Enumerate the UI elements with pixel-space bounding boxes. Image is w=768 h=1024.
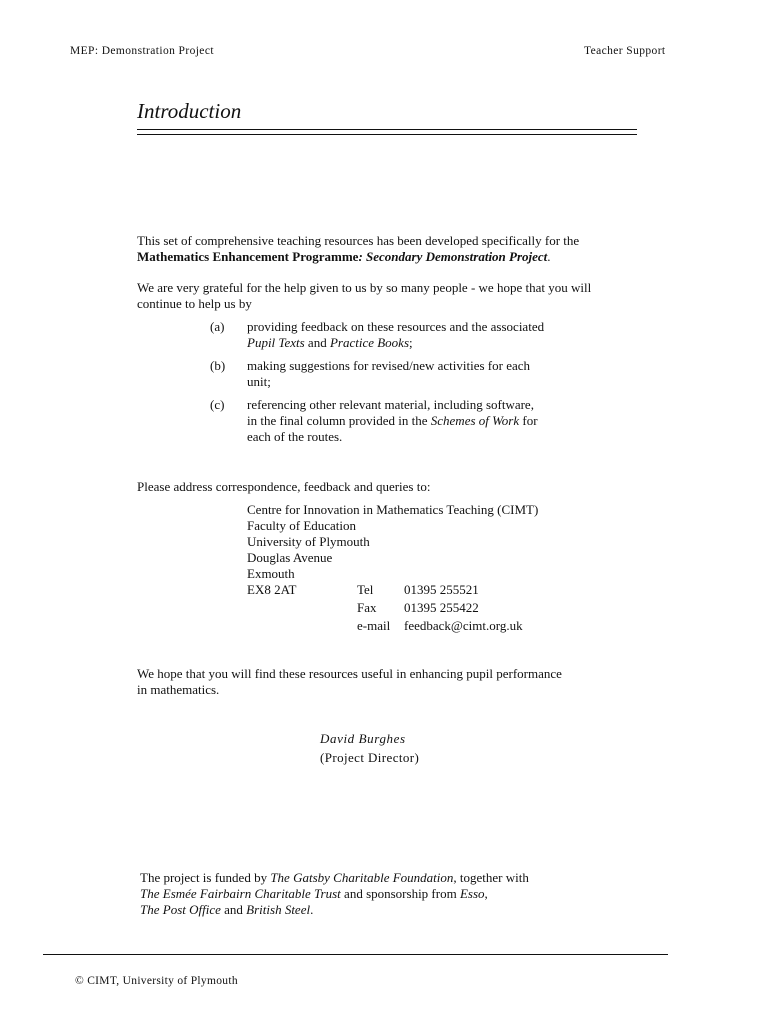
email-label: e-mail [357, 618, 391, 633]
fax-value: 01395 255422 [404, 600, 479, 615]
british-steel: British Steel [246, 902, 311, 917]
address-line: Exmouth [247, 566, 295, 581]
address-block [247, 502, 538, 598]
esmee-trust: The Esmée Fairbairn Charitable Trust [140, 886, 341, 901]
programme-name: Mathematics Enhancement Programme [137, 249, 359, 264]
footer-copyright: © CIMT, University of Plymouth [75, 975, 238, 987]
pupil-texts: Pupil Texts [247, 335, 305, 350]
tel-value: 01395 255521 [404, 582, 479, 597]
address-intro: Please address correspondence, feedback and queries to: [137, 479, 431, 494]
address-line: University of Plymouth [247, 534, 370, 549]
intro-text: This set of comprehensive teaching resources has been developed specifically for the [137, 233, 580, 248]
page-title: Introduction [137, 99, 242, 123]
closing-paragraph: We hope that you will find these resources useful in enhancing pupil performance in mathematics. [137, 666, 562, 697]
grateful-line-2: continue to help us by [137, 296, 252, 311]
title-rule-bottom [137, 134, 637, 135]
header-left: MEP: Demonstration Project [70, 45, 214, 57]
list-item-b: making suggestions for revised/new activities for each unit; [247, 358, 531, 389]
practice-books: Practice Books [329, 335, 410, 350]
address-line: EX8 2AT [247, 582, 297, 597]
address-line: Douglas Avenue [247, 550, 333, 565]
schemes-of-work: Schemes of Work [430, 413, 520, 428]
grateful-line-1: We are very grateful for the help given to us by so many people - we hope that you will [137, 280, 592, 295]
funding-paragraph: The project is funded by The Gatsby Charitable Foundation, together with The Esmée Fairbairn Charitable Trust and sponsorship from Esso, The Post Office and British Steel. [140, 870, 529, 917]
address-line: Centre for Innovation in Mathematics Teaching (CIMT) [247, 502, 539, 517]
esso: Esso [459, 886, 485, 901]
footer-rule [43, 954, 668, 955]
list-item-a: providing feedback on these resources and the associated Pupil Texts and Practice Books; [247, 319, 545, 350]
tel-label: Tel [357, 582, 374, 597]
fax-label: Fax [357, 600, 377, 615]
list-item-label-c: (c) [210, 397, 225, 412]
intro-paragraph: This set of comprehensive teaching resources has been developed specifically for the Mathematics Enhancement Programme: Secondary Demonstration Project. [137, 233, 580, 264]
signature-name: David Burghes [320, 731, 406, 746]
list-item-label-b: (b) [210, 358, 226, 373]
email-link[interactable]: feedback@cimt.org.uk [404, 618, 523, 633]
programme-subtitle: : Secondary Demonstration Project [358, 249, 548, 264]
list-item-label-a: (a) [210, 319, 225, 334]
signature-role: (Project Director) [320, 750, 420, 765]
header-right: Teacher Support [584, 45, 666, 57]
gatsby-foundation: The Gatsby Charitable Foundation [270, 870, 454, 885]
list-item-c: referencing other relevant material, including software, in the final column provided in the Schemes of Work for each of the routes. [247, 397, 538, 444]
address-line: Faculty of Education [247, 518, 357, 533]
post-office: The Post Office [140, 902, 221, 917]
grateful-paragraph [137, 280, 657, 312]
title-rule-top [137, 129, 637, 130]
